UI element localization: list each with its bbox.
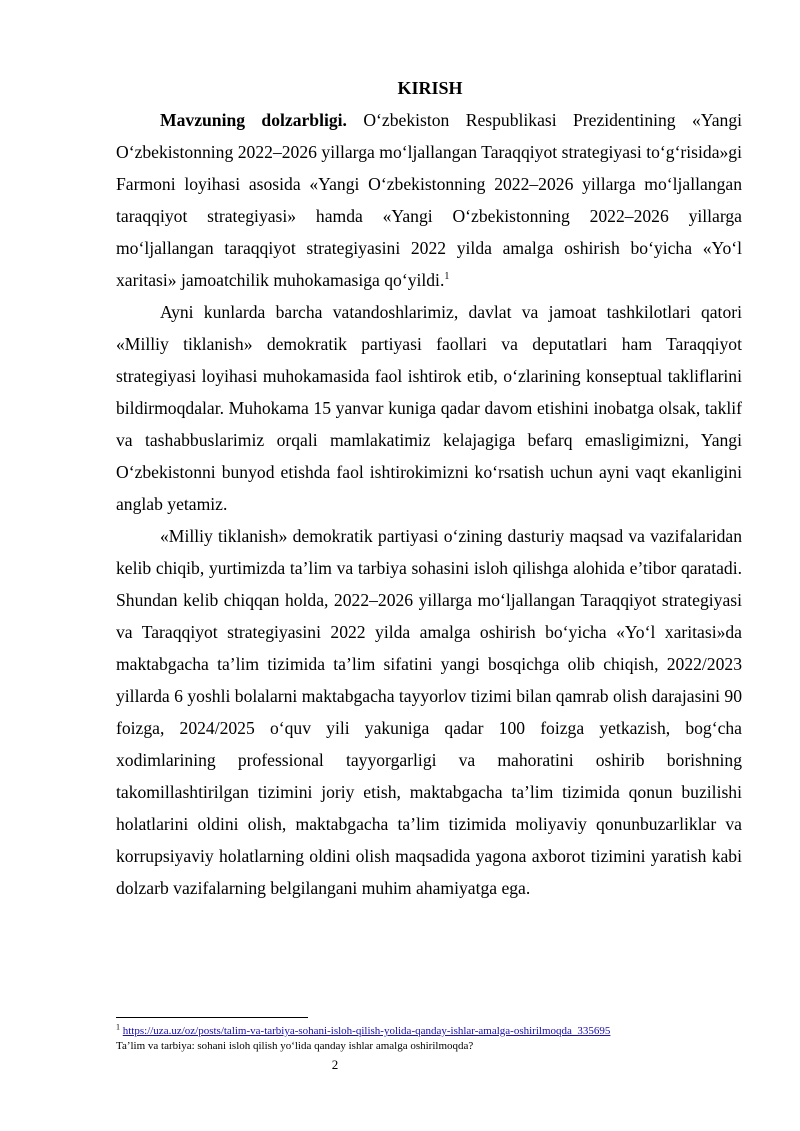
paragraph-2: Ayni kunlarda barcha vatandoshlarimiz, davlat va jamoat tashkilotlari qatori «Milliy tiklanish» demokratik partiyasi faollari va deputatlari ham Taraqqiyot strategiyasi loyihasi muhokamasida faol ishtirok etib, o‘zlarining konseptual takliflarini bildirmoqdalar. Muhokama 15 yanvar kuniga qadar davom etishini inobatga olsak, taklif va tashabbuslarimiz orqali mamlakatimiz kelajagiga befarq emasligimizni, Yangi O‘zbekistonni bunyod etishda faol ishtirokimizni ko‘rsatish uchun ayni vaqt ekanligini anglab yetamiz. [116,302,742,514]
paragraph-1 [116,104,742,296]
body-text [116,104,742,904]
footnote-line-1 [116,1024,756,1039]
paragraph-3: «Milliy tiklanish» demokratik partiyasi o‘zining dasturiy maqsad va vazifalaridan kelib chiqib, yurtimizda ta’lim va tarbiya sohasini isloh qilishga alohida e’tibor qaratadi. Shundan kelib chiqqan holda, 2022–2026 yillarga mo‘ljallangan Taraqqiyot strategiyasi va Taraqqiyot strategiyasini 2022 yilda amalga oshirish bo‘yicha «Yo‘l xaritasi»da maktabgacha ta’lim tizimida ta’lim sifatini yangi bosqichga olib chiqish, 2022/2023 yillarda 6 yoshli bolalarni maktabgacha tayyorlov tizimi bilan qamrab olish darajasini 90 foizga, 2024/2025 o‘quv yili yakuniga qadar 100 foizga yetkazish, bog‘cha xodimlarining professional tayyorgarligi va mahoratini oshirib borishning takomillashtirilgan tizimini joriy etish, maktabgacha ta’lim tizimida qonun buzilishi holatlarini oldini olish, maktabgacha ta’lim tizimida moliyaviy qonunbuzarliklar va korrupsiyaviy holatlarning oldini olish maqsadida yagona axborot tizimini yaratish kabi dolzarb vazifalarning belgilangani muhim ahamiyatga ega. [116,526,742,898]
footnote-mark: 1 [116,1022,120,1032]
footnote-reference[interactable]: 1 [444,271,450,283]
paragraph-1-text: O‘zbekiston Respublikasi Prezidentining «Yangi O‘zbekistonning 2022–2026 yillarga mo‘ljallangan Taraqqiyot strategiyasi to‘g‘risida»gi Farmoni loyihasi asosida «Yangi O‘zbekistonning 2022–2026 yillarga mo‘ljallangan taraqqiyot strategiyasi» hamda «Yangi O‘zbekistonning 2022–2026 yillarga mo‘ljallangan taraqqiyot strategiyasini 2022 yilda amalga oshirish bo‘yicha «Yo‘l xaritasi» jamoatchilik muhokamasiga qo‘yildi. [116,110,743,290]
footnote [116,1024,756,1054]
paragraph-lead: Mavzuning dolzarbligi. [160,110,347,130]
page-number: 2 [331,1057,339,1072]
footnote-separator [116,1017,308,1018]
footnote-link[interactable]: https://uza.uz/oz/posts/talim-va-tarbiya-sohani-isloh-qilish-yolida-qanday-ishlar-amalga-oshirilmoqda_335695 [122,1025,611,1037]
section-heading: KIRISH [397,78,463,98]
footnote-caption: Ta’lim va tarbiya: sohani isloh qilish yo‘lida qanday ishlar amalga oshirilmoqda? [116,1040,474,1052]
